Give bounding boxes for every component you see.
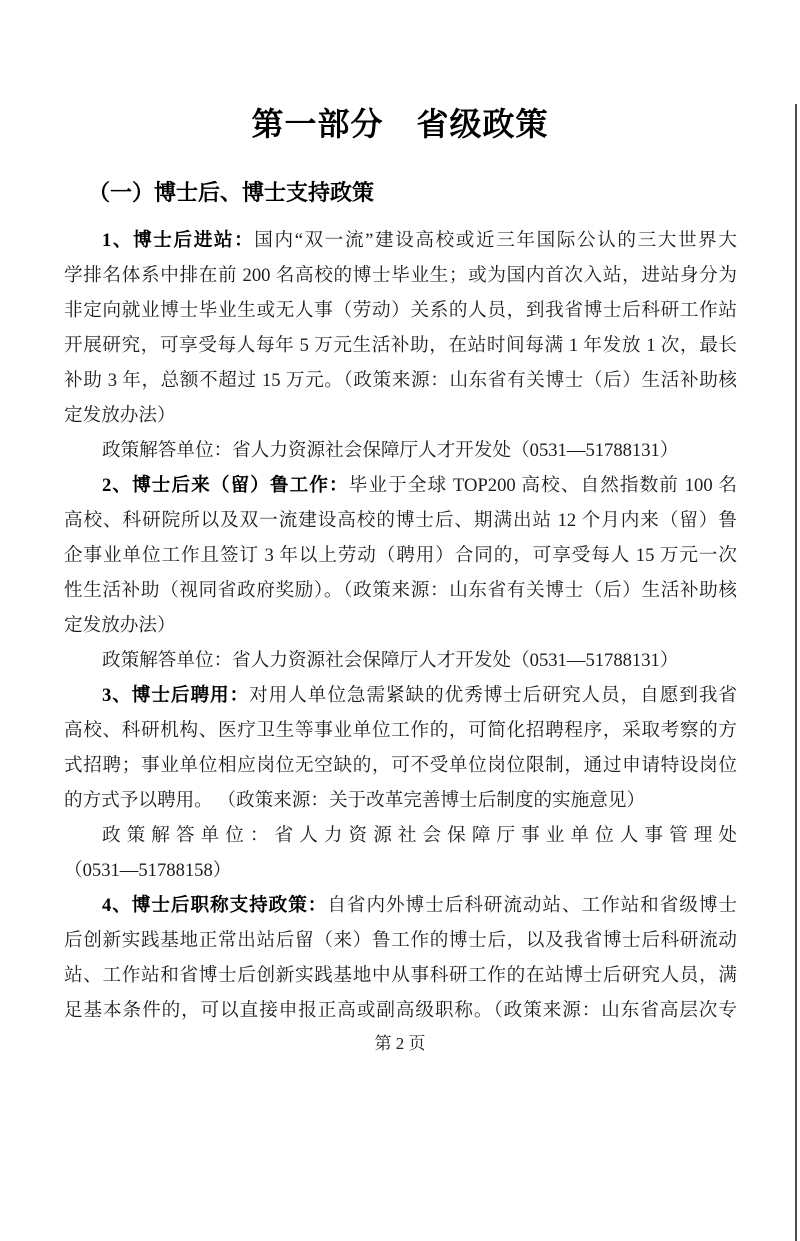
text-line: 2、博士后来（留）鲁工作：毕业于全球 TOP200 高校、自然指数前 100 名 — [102, 475, 737, 496]
text-line: 高校、科研机构、医疗卫生等事业单位工作的，可简化招聘程序，采取考察的方 — [64, 720, 737, 741]
text-line: 的方式予以聘用。 （政策来源：关于改革完善博士后制度的实施意见） — [64, 790, 646, 811]
text-line: 足基本条件的，可以直接申报正高或副高级职称。（政策来源：山东省高层次专 — [64, 1000, 737, 1021]
text-line: 式招聘；事业单位相应岗位无空缺的，可不受单位岗位限制，通过申请特设岗位 — [64, 755, 737, 776]
text-line: 定发放办法） — [64, 405, 176, 426]
text-line: 企事业单位工作且签订 3 年以上劳动（聘用）合同的，可享受每人 15 万元一次 — [64, 545, 737, 566]
text-line: 高校、科研院所以及双一流建设高校的博士后、期满出站 12 个月内来（留）鲁 — [64, 510, 737, 531]
text-line: 1、博士后进站：国内“双一流”建设高校或近三年国际公认的三大世界大 — [102, 230, 737, 251]
text-line: 站、工作站和省博士后创新实践基地中从事科研工作的在站博士后研究人员，满 — [64, 965, 737, 986]
text-line: 政策解答单位：省人力资源社会保障厅人才开发处（0531—51788131） — [102, 650, 679, 671]
text-line: 4、博士后职称支持政策：自省内外博士后科研流动站、工作站和省级博士 — [102, 895, 737, 916]
policy-item-label: 1、博士后进站： — [102, 230, 255, 251]
text-line: （0531—51788158） — [64, 860, 232, 881]
document-body — [64, 223, 737, 1028]
scanned-document-page — [0, 104, 800, 1241]
text-line: 学排名体系中排在前 200 名高校的博士毕业生；或为国内首次入站，进站身分为 — [64, 265, 737, 286]
text-line: 政策解答单位：省人力资源社会保障厅人才开发处（0531—51788131） — [102, 440, 679, 461]
text-line: 定发放办法） — [64, 615, 176, 636]
text-line: 3、博士后聘用：对用人单位急需紧缺的优秀博士后研究人员，自愿到我省 — [102, 685, 737, 706]
text-line: 性生活补助（视同省政府奖励）。（政策来源：山东省有关博士（后）生活补助核 — [64, 580, 737, 601]
section-title: 第一部分 省级政策 — [251, 106, 549, 142]
text-line: 后创新实践基地正常出站后留（来）鲁工作的博士后，以及我省博士后科研流动 — [64, 930, 737, 951]
text-line: 非定向就业博士毕业生或无人事（劳动）关系的人员，到我省博士后科研工作站 — [64, 300, 737, 321]
page-number: 第 2 页 — [374, 1034, 426, 1053]
policy-item-label: 2、博士后来（留）鲁工作： — [102, 475, 349, 496]
text-line: 补助 3 年，总额不超过 15 万元。（政策来源：山东省有关博士（后）生活补助核 — [64, 370, 737, 391]
policy-item-label: 4、博士后职称支持政策： — [102, 895, 328, 916]
text-line: 政策解答单位：省人力资源社会保障厅事业单位人事管理处 — [102, 825, 737, 846]
text-line: 开展研究，可享受每人每年 5 万元生活补助，在站时间每满 1 年发放 1 次，最长 — [64, 335, 737, 356]
scan-edge-line — [795, 104, 797, 1241]
subsection-heading: （一）博士后、博士支持政策 — [88, 180, 375, 205]
policy-item-label: 3、博士后聘用： — [102, 685, 250, 706]
